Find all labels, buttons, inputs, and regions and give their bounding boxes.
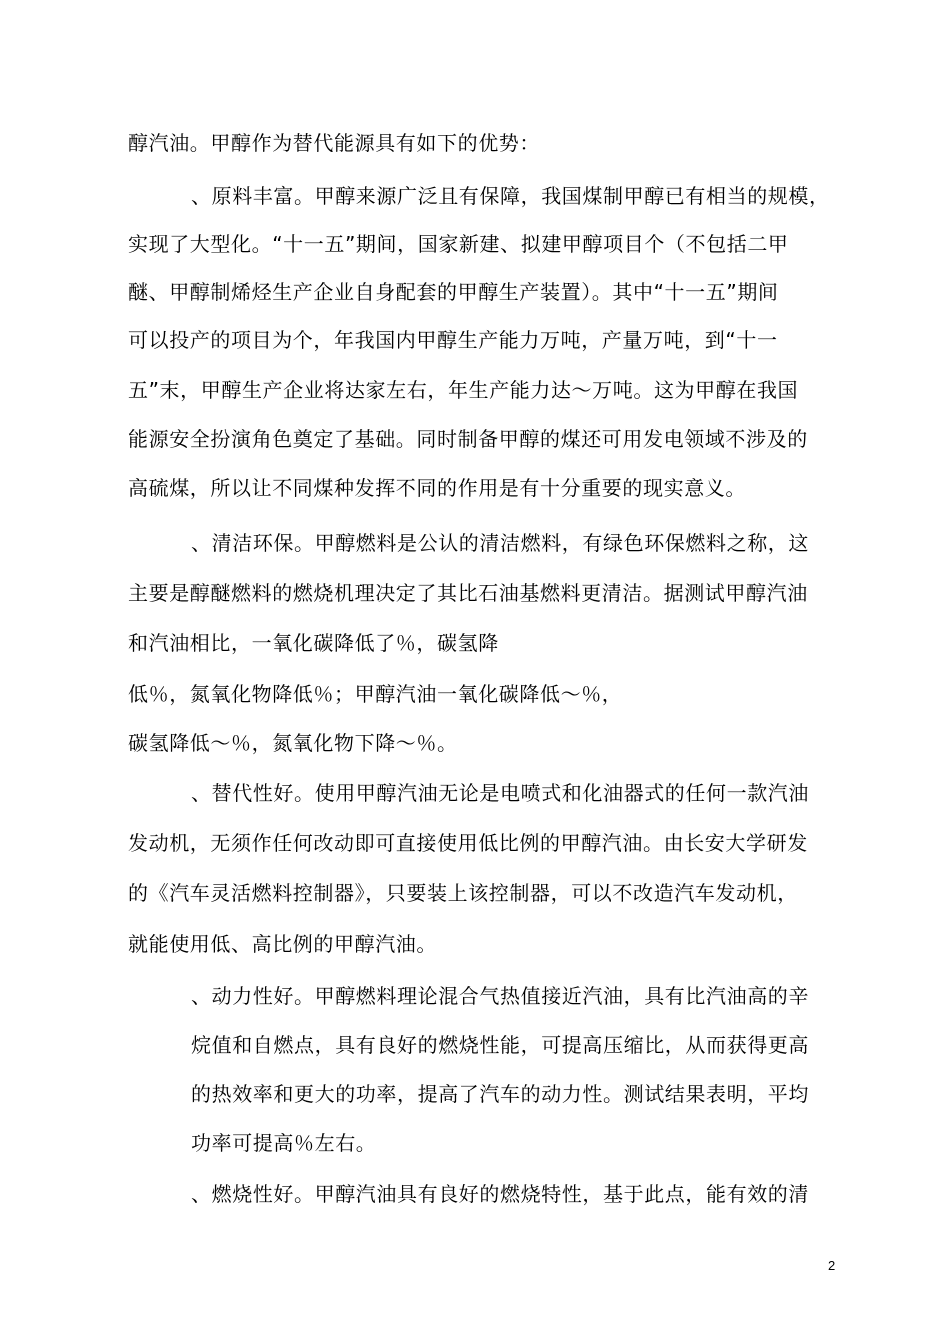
text-line: 、燃烧性好。甲醇汽油具有良好的燃烧特性，基于此点，能有效的清 (191, 1182, 809, 1206)
text-line: 实现了大型化。“十一五”期间，国家新建、拟建甲醇项目个（不包括二甲 (128, 232, 789, 256)
text-line: 五”末，甲醇生产企业将达家左右，年生产能力达～万吨。这为甲醇在我国 (128, 378, 799, 402)
text-line: 高硫煤，所以让不同煤种发挥不同的作用是有十分重要的现实意义。 (128, 476, 746, 500)
text-line: 、动力性好。甲醇燃料理论混合气热值接近汽油，具有比汽油高的辛 (191, 984, 809, 1008)
text-line: 就能使用低、高比例的甲醇汽油。 (128, 932, 437, 956)
text-line: 的热效率和更大的功率，提高了汽车的动力性。测试结果表明，平均 (191, 1082, 809, 1106)
text-line: 烷值和自燃点，具有良好的燃烧性能，可提高压缩比，从而获得更高 (191, 1033, 809, 1057)
text-line: 低％，氮氧化物降低％；甲醇汽油一氧化碳降低～％， (128, 682, 623, 706)
text-line: 醇汽油。甲醇作为替代能源具有如下的优势： (128, 131, 540, 155)
text-line: 醚、甲醇制烯烃生产企业自身配套的甲醇生产装置）。其中“十一五”期间 (128, 280, 779, 304)
text-line: 、原料丰富。甲醇来源广泛且有保障，我国煤制甲醇已有相当的规模， (191, 184, 830, 208)
page-number: 2 (828, 1258, 836, 1273)
text-line: 、替代性好。使用甲醇汽油无论是电喷式和化油器式的任何一款汽油 (191, 781, 809, 805)
text-line: 、清洁环保。甲醇燃料是公认的清洁燃料，有绿色环保燃料之称，这 (191, 531, 809, 555)
text-line: 能源安全扮演角色奠定了基础。同时制备甲醇的煤还可用发电领域不涉及的 (128, 427, 808, 451)
text-line: 和汽油相比，一氧化碳降低了％，碳氢降 (128, 631, 499, 655)
text-line: 可以投产的项目为个，年我国内甲醇生产能力万吨，产量万吨，到“十一 (128, 328, 778, 352)
text-line: 主要是醇醚燃料的燃烧机理决定了其比石油基燃料更清洁。据测试甲醇汽油 (128, 581, 808, 605)
text-line: 发动机，无须作任何改动即可直接使用低比例的甲醇汽油。由长安大学研发 (128, 831, 808, 855)
text-line: 功率可提高％左右。 (191, 1131, 377, 1155)
text-line: 碳氢降低～％，氮氧化物下降～％。 (128, 731, 458, 755)
text-line: 的《汽车灵活燃料控制器》，只要装上该控制器，可以不改造汽车发动机， (128, 881, 798, 905)
